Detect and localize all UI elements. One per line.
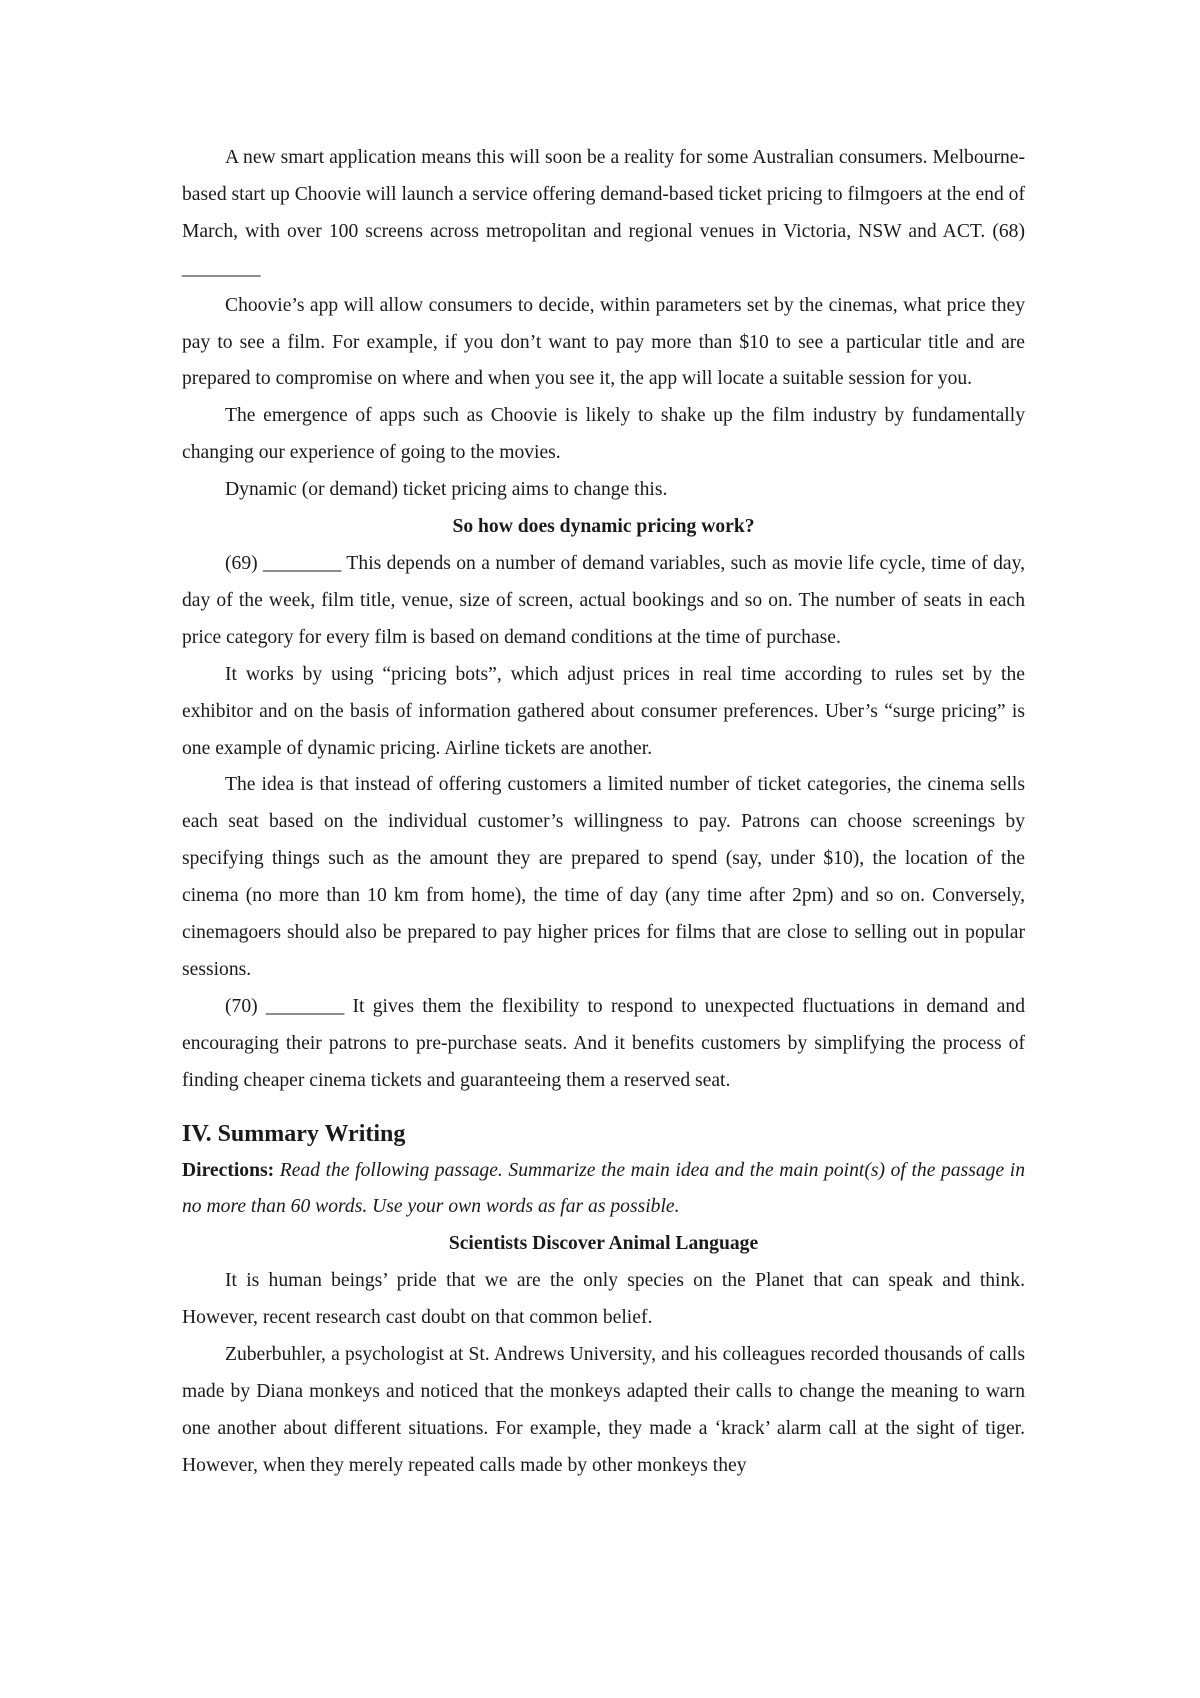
- paragraph: It is human beings’ pride that we are the only species on the Planet that can speak and think. However, recent research cast doubt on that common belief.: [182, 1270, 1025, 1329]
- directions-label: Directions:: [182, 1159, 275, 1181]
- passage-title: Scientists Discover Animal Language: [448, 1233, 759, 1255]
- paragraph: Dynamic (or demand) ticket pricing aims to change this.: [225, 479, 668, 501]
- paragraph: Zuberbuhler, a psychologist at St. Andrews University, and his colleagues recorded thousands of calls made by Diana monkeys and noticed that the monkeys adapted their calls to change the meaning to warn one another about different situations. For example, they made a ‘krack’ alarm call at the sight of tiger. However, when they merely repeated calls made by other monkeys they: [182, 1344, 1025, 1476]
- paragraph: (69) ________ This depends on a number of demand variables, such as movie life cycle, time of day, day of the week, film title, venue, size of screen, actual bookings and so on. The number of seats in each price category for every film is based on demand conditions at the time of purchase.: [182, 552, 1025, 648]
- directions: [182, 1153, 1025, 1227]
- paragraph: A new smart application means this will soon be a reality for some Australian consumers. Melbourne-based start up Choovie will launch a service offering demand-based ticket pricing to filmgoers at the end of March, with over 100 screens across metropolitan and regional venues in Victoria, NSW and ACT. (68) ________: [182, 147, 1025, 279]
- paragraph: (70) ________ It gives them the flexibility to respond to unexpected fluctuations in demand and encouraging their patrons to pre-purchase seats. And it benefits customers by simplifying the process of finding cheaper cinema tickets and guaranteeing them a reserved seat.: [182, 995, 1025, 1091]
- paragraph: Choovie’s app will allow consumers to decide, within parameters set by the cinemas, what price they pay to see a film. For example, if you don’t want to pay more than $10 to see a particular title and are prepared to compromise on where and when you see it, the app will locate a suitable session for you.: [182, 294, 1025, 390]
- subheading: So how does dynamic pricing work?: [452, 516, 755, 538]
- paragraph: The emergence of apps such as Choovie is likely to shake up the film industry by fundamentally changing our experience of going to the movies.: [182, 405, 1025, 464]
- document-page: [182, 140, 1025, 1485]
- section-title: IV. Summary Writing: [182, 1120, 406, 1147]
- paragraph: It works by using “pricing bots”, which adjust prices in real time according to rules set by the exhibitor and on the basis of information gathered about consumer preferences. Uber’s “surge pricing” is one example of dynamic pricing. Airline tickets are another.: [182, 663, 1025, 759]
- paragraph: The idea is that instead of offering customers a limited number of ticket categories, the cinema sells each seat based on the individual customer’s willingness to pay. Patrons can choose screenings by specifying things such as the amount they are prepared to spend (say, under $10), the location of the cinema (no more than 10 km from home), the time of day (any time after 2pm) and so on. Conversely, cinemagoers should also be prepared to pay higher prices for films that are close to selling out in popular sessions.: [182, 774, 1025, 980]
- directions-text: Read the following passage. Summarize the main idea and the main point(s) of the passage in no more than 60 words. Use your own words as far as possible.: [182, 1159, 1025, 1218]
